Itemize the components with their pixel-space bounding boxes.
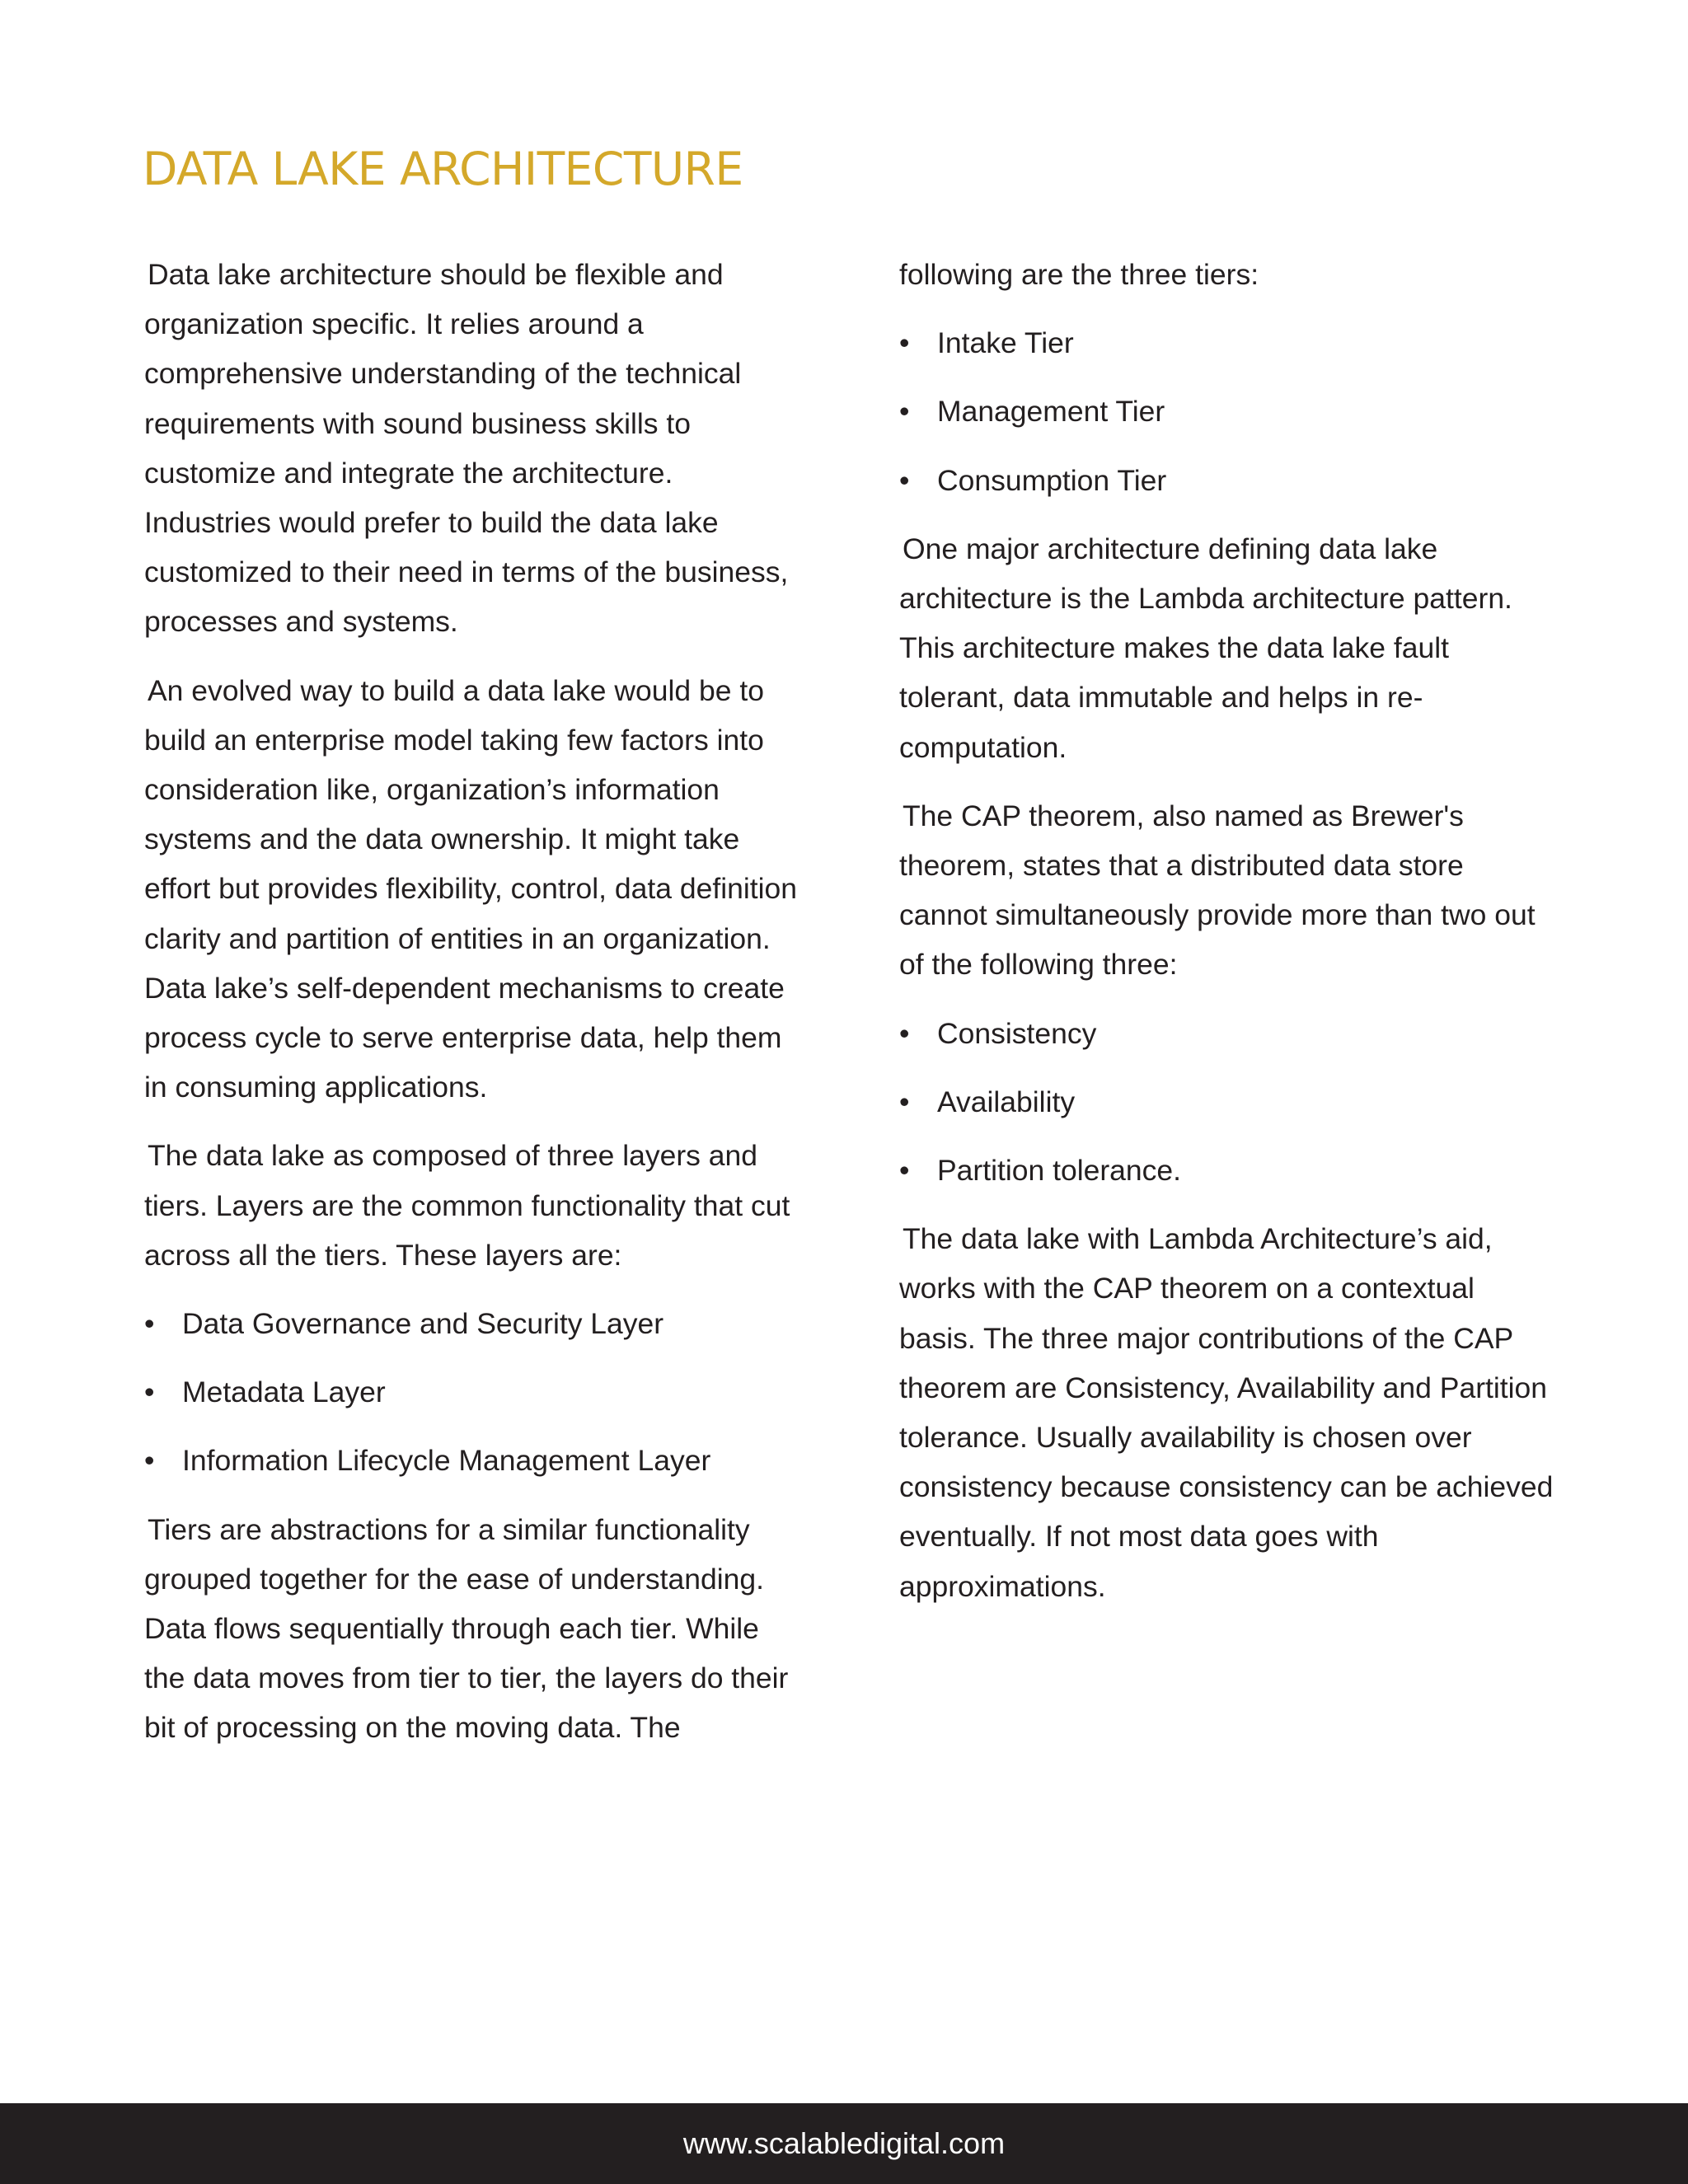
layers-list — [144, 1299, 804, 1486]
left-column — [144, 250, 804, 1772]
tiers-intro-paragraph: Tiers are abstractions for a similar functionality grouped together for the ease of understanding. Data flows sequentially through each tier. While the data moves from tier to tier, the layers do their bit of processing on the moving data. The — [144, 1512, 789, 1745]
list-item-text: Partition tolerance. — [937, 1154, 1181, 1188]
list-item — [899, 1009, 1559, 1058]
list-item-text: Availability — [937, 1085, 1076, 1118]
bullet-icon: • — [899, 463, 910, 497]
list-item — [144, 1436, 804, 1485]
bullet-icon: • — [144, 1444, 155, 1478]
right-column — [899, 250, 1559, 1630]
footer-website-link[interactable]: www.scalabledigital.com — [682, 2126, 1006, 2160]
bullet-icon: • — [899, 326, 910, 360]
lambda-paragraph: One major architecture defining data lake architecture is the Lambda architecture pattern. This architecture makes the data lake fault tolerant, data immutable and helps in re-computation. — [899, 532, 1512, 764]
list-item-text: Data Governance and Security Layer — [182, 1307, 664, 1341]
cap-list — [899, 1009, 1559, 1196]
list-item-text: Metadata Layer — [182, 1376, 386, 1409]
bullet-icon: • — [899, 1085, 910, 1118]
bullet-icon: • — [144, 1307, 155, 1341]
list-item — [144, 1299, 804, 1348]
list-item — [899, 1146, 1559, 1195]
list-item — [144, 1367, 804, 1417]
lambda-cap-paragraph: The data lake with Lambda Architecture’s aid, works with the CAP theorem on a contextual basis. The three major contributions of the CAP theorem are Consistency, Availability and Partition tolerance. Usually availability is chosen over consistency because consistency can be achieved eventually. If not most data goes with approximations. — [899, 1222, 1554, 1603]
page-title: DATA LAKE ARCHITECTURE — [143, 143, 743, 195]
tiers-intro-continued: following are the three tiers: — [899, 258, 1259, 291]
bullet-icon: • — [899, 395, 910, 429]
list-item-text: Intake Tier — [937, 326, 1074, 360]
list-item-text: Information Lifecycle Management Layer — [182, 1444, 711, 1478]
list-item-text: Consumption Tier — [937, 463, 1167, 497]
list-item — [899, 387, 1559, 436]
intro-paragraph: Data lake architecture should be flexible and organization specific. It relies around a comprehensive understanding of the technical requirements with sound business skills to customize and integrate the architecture. Industries would prefer to build the data lake customized to their need in terms of the business, processes and systems. — [144, 258, 789, 639]
layers-intro-paragraph: The data lake as composed of three layers and tiers. Layers are the common functionality that cut across all the tiers. These layers are: — [144, 1139, 790, 1272]
list-item — [899, 318, 1559, 368]
tiers-list — [899, 318, 1559, 505]
list-item — [899, 1077, 1559, 1127]
bullet-icon: • — [144, 1376, 155, 1409]
cap-theorem-paragraph: The CAP theorem, also named as Brewer's theorem, states that a distributed data store cannot simultaneously provide more than two out of the following three: — [899, 799, 1536, 982]
enterprise-model-paragraph: An evolved way to build a data lake would be to build an enterprise model taking few factors into consideration like, organization’s information systems and the data ownership. It might take effort but provides flexibility, control, data definition clarity and partition of entities in an organization. Data lake’s self-dependent mechanisms to create process cycle to serve enterprise data, help them in consuming applications. — [144, 673, 797, 1104]
list-item — [899, 456, 1559, 505]
list-item-text: Consistency — [937, 1016, 1097, 1050]
bullet-icon: • — [899, 1016, 910, 1050]
list-item-text: Management Tier — [937, 395, 1165, 429]
bullet-icon: • — [899, 1154, 910, 1188]
footer-bar — [0, 2103, 1688, 2184]
